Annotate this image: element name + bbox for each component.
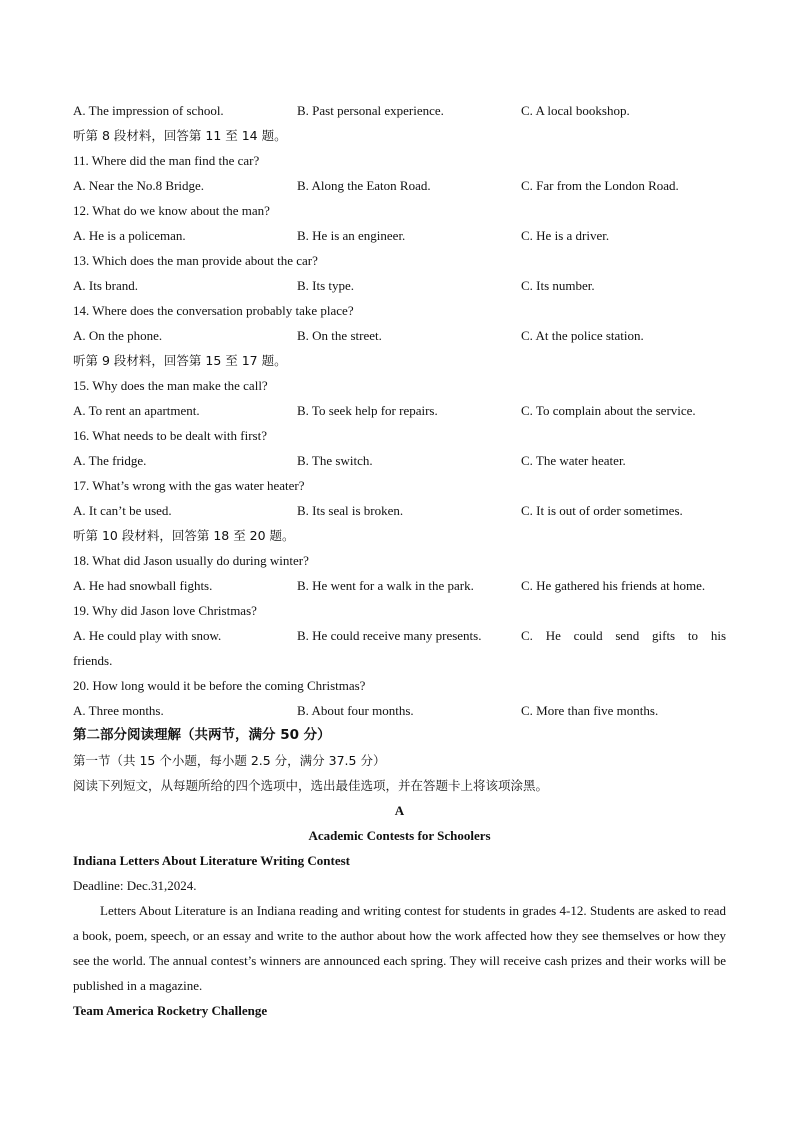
q15-stem: 15. Why does the man make the call? <box>73 378 268 393</box>
option-b: B. He went for a walk in the park. <box>297 578 474 593</box>
option-b: B. Past personal experience. <box>297 103 444 118</box>
passage-title: Academic Contests for Schoolers <box>308 828 491 843</box>
q10-options <box>73 98 726 123</box>
option-b: B. On the street. <box>297 328 382 343</box>
option-a: A. On the phone. <box>73 328 163 343</box>
q16-stem: 16. What needs to be dealt with first? <box>73 428 267 443</box>
q17-options <box>73 498 726 523</box>
contest2-title: Team America Rocketry Challenge <box>73 1003 268 1018</box>
q17-stem: 17. What’s wrong with the gas water heater? <box>73 478 305 493</box>
option-a: A. Its brand. <box>73 278 138 293</box>
option-b: B. Its type. <box>297 278 355 293</box>
option-c: C. More than five months. <box>521 703 659 718</box>
q18-options <box>73 573 726 598</box>
option-b: B. Its seal is broken. <box>297 503 404 518</box>
option-b: B. Along the Eaton Road. <box>297 178 431 193</box>
passage-label: A <box>394 803 405 818</box>
part2-section1: 第一节（共 15 个小题，每小题 2.5 分，满分 37.5 分） <box>73 753 386 768</box>
q16-options <box>73 448 726 473</box>
option-b: B. About four months. <box>297 703 414 718</box>
q18-stem: 18. What did Jason usually do during winter? <box>73 553 309 568</box>
option-c: C. Its number. <box>521 278 595 293</box>
option-b: B. To seek help for repairs. <box>297 403 438 418</box>
option-c: C. The water heater. <box>521 453 626 468</box>
option-b: B. The switch. <box>297 453 373 468</box>
section10-intro: 听第 10 段材料，回答第 18 至 20 题。 <box>73 528 295 543</box>
q12-stem: 12. What do we know about the man? <box>73 203 270 218</box>
option-a: A. Near the No.8 Bridge. <box>73 178 205 193</box>
q11-options <box>73 173 726 198</box>
option-a: A. Three months. <box>73 703 164 718</box>
option-a: A. He is a policeman. <box>73 228 186 243</box>
q14-stem: 14. Where does the conversation probably take place? <box>73 303 354 318</box>
section9-intro: 听第 9 段材料，回答第 15 至 17 题。 <box>73 353 287 368</box>
exam-page <box>73 98 726 1023</box>
part2-title: 第二部分阅读理解（共两节，满分 50 分） <box>73 727 331 743</box>
option-c: C. He is a driver. <box>521 228 610 243</box>
option-b: B. He could receive many presents. <box>297 628 482 643</box>
q20-options <box>73 698 726 723</box>
option-c: C. To complain about the service. <box>521 403 696 418</box>
option-c: C. He could send gifts to his <box>521 628 726 643</box>
q14-options <box>73 323 726 348</box>
option-b: B. He is an engineer. <box>297 228 406 243</box>
section8-intro: 听第 8 段材料，回答第 11 至 14 题。 <box>73 128 287 143</box>
q19-options <box>73 623 726 648</box>
contest1-deadline: Deadline: Dec.31,2024. <box>73 878 197 893</box>
q11-stem: 11. Where did the man find the car? <box>73 153 260 168</box>
option-a: A. He had snowball fights. <box>73 578 213 593</box>
option-a: A. The impression of school. <box>73 103 224 118</box>
q19-option-c-continuation: friends. <box>73 653 113 668</box>
option-c: C. A local bookshop. <box>521 103 630 118</box>
q20-stem: 20. How long would it be before the coming Christmas? <box>73 678 366 693</box>
option-a: A. The fridge. <box>73 453 147 468</box>
option-c: C. It is out of order sometimes. <box>521 503 683 518</box>
option-a: A. He could play with snow. <box>73 628 222 643</box>
part2-instruction: 阅读下列短文，从每题所给的四个选项中，选出最佳选项，并在答题卡上将该项涂黑。 <box>73 778 549 793</box>
contest1-body: Letters About Literature is an Indiana reading and writing contest for students in grades 4-12. Students are asked to read a book, poem, speech, or an essay and write to the author about how the work affected how they see themselves or how they see the world. The annual contest’s winners are announced each spring. They will receive cash prizes and their works will be published in a magazine. <box>73 903 726 993</box>
q13-stem: 13. Which does the man provide about the car? <box>73 253 318 268</box>
contest1-title: Indiana Letters About Literature Writing Contest <box>73 853 350 868</box>
option-c: C. Far from the London Road. <box>521 178 679 193</box>
option-c: C. At the police station. <box>521 328 644 343</box>
option-a: A. It can’t be used. <box>73 503 172 518</box>
q13-options <box>73 273 726 298</box>
option-c: C. He gathered his friends at home. <box>521 578 706 593</box>
option-a: A. To rent an apartment. <box>73 403 200 418</box>
q12-options <box>73 223 726 248</box>
q19-stem: 19. Why did Jason love Christmas? <box>73 603 257 618</box>
q15-options <box>73 398 726 423</box>
